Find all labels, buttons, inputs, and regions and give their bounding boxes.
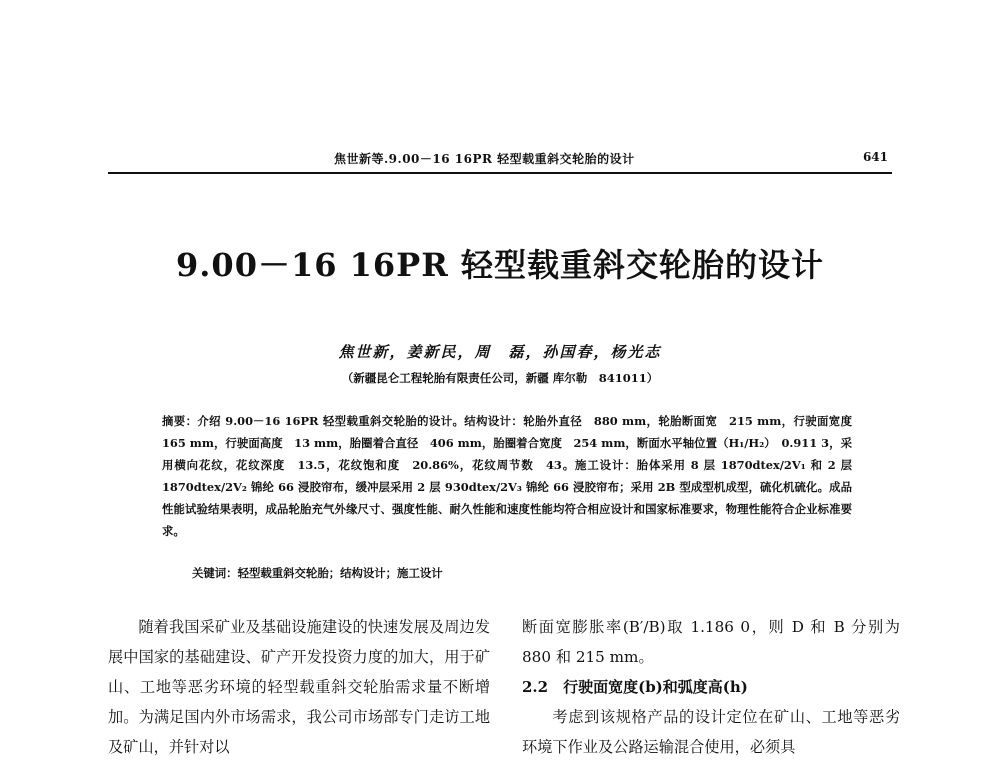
section-heading: 2.2 行驶面宽度(b)和弧度高(h) bbox=[522, 678, 748, 696]
abstract-label: 摘要： bbox=[162, 414, 198, 428]
article-title: 9.00－16 16PR 轻型载重斜交轮胎的设计 bbox=[176, 246, 824, 284]
keywords-text: 轻型载重斜交轮胎；结构设计；施工设计 bbox=[237, 566, 443, 580]
body-left-column bbox=[108, 612, 490, 762]
intro-paragraph: 随着我国采矿业及基础设施建设的快速发展及周边发展中国家的基础建设、矿产开发投资力度的加大，用于矿山、工地等恶劣环境的轻型载重斜交轮胎需求量不断增加。为满足国内外市场需求，我公司市场部专门走访工地及矿山，并针对以 bbox=[108, 618, 490, 756]
running-head bbox=[108, 148, 892, 174]
continued-text: 断面宽膨胀率(B′/B)取 1.186 0，则 D 和 B 分别为 880 和 215 mm。 bbox=[522, 618, 900, 666]
section-paragraph: 考虑到该规格产品的设计定位在矿山、工地等恶劣环境下作业及公路运输混合使用，必须具 bbox=[522, 708, 900, 756]
abstract bbox=[162, 410, 864, 542]
authors: 焦世新，姜新民，周 磊，孙国春，杨光志 bbox=[338, 343, 662, 361]
keywords bbox=[192, 565, 852, 581]
page-number: 641 bbox=[862, 150, 888, 164]
body-right-column bbox=[522, 612, 900, 762]
affiliation: （新疆昆仑工程轮胎有限责任公司，新疆 库尔勒 841011） bbox=[341, 371, 659, 385]
keywords-label: 关键词： bbox=[192, 566, 238, 580]
abstract-text: 介绍 9.00－16 16PR 轻型载重斜交轮胎的设计。结构设计：轮胎外直径 880 mm，轮胎断面宽 215 mm，行驶面宽度 165 mm，行驶面高度 13 mm，胎圈着合直径 406 mm，胎圈着合宽度 254 mm，断面水平轴位置（H₁/H₂） 0.911 3，采用横向花纹，花纹深度 13.5，花纹饱和度 20.86%，花纹周节数 43。施工设计：胎体采用 8 层 1870dtex/2V₁ 和 2 层 1870dtex/2V₂ 锦纶 66 浸胶帘布，缓冲层采用 2 层 930dtex/2V₃ 锦纶 66 浸胶帘布；采用 2B 型成型机成型，硫化机硫化。成品性能试验结果表明，成品轮胎充气外缘尺寸、强度性能、耐久性能和速度性能均符合相应设计和国家标准要求，物理性能符合企业标准要求。 bbox=[162, 414, 864, 538]
running-head-title: 焦世新等.9.00－16 16PR 轻型载重斜交轮胎的设计 bbox=[334, 152, 635, 166]
